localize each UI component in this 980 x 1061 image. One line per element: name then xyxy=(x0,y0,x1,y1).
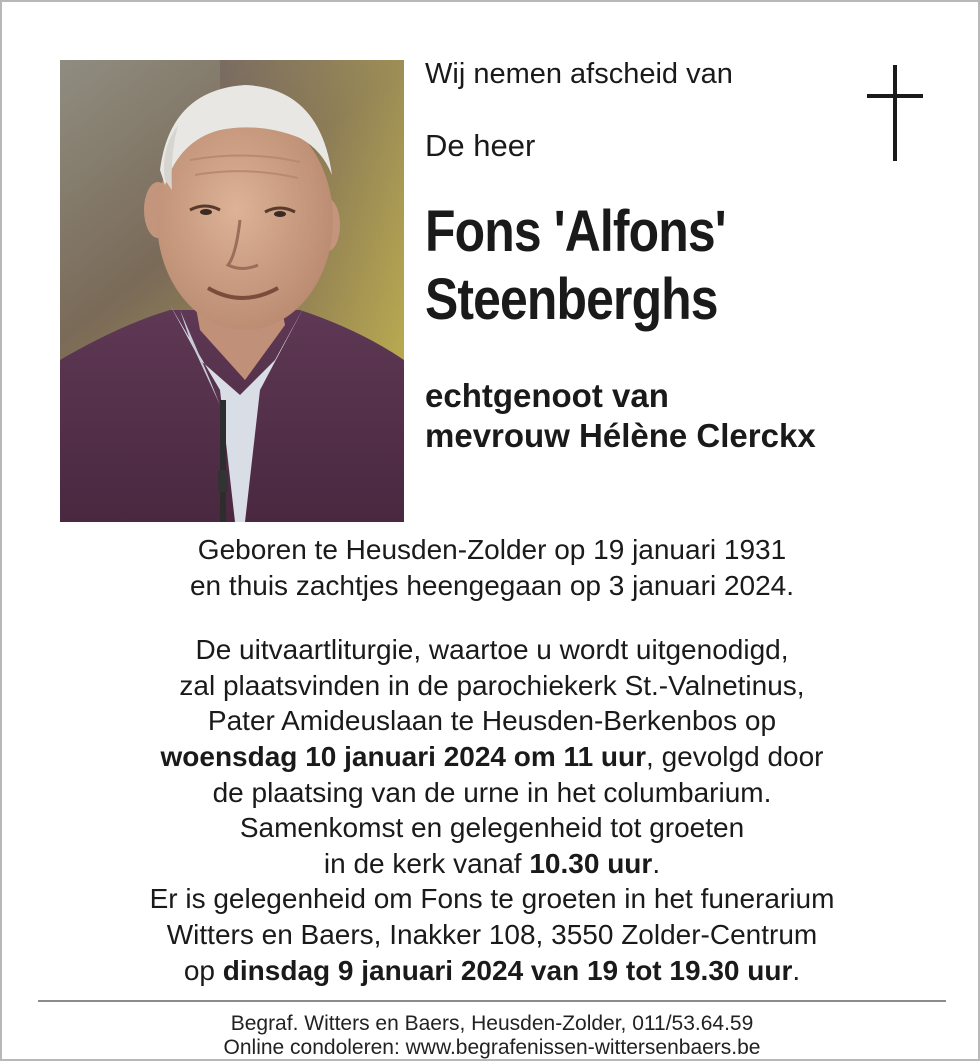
ceremony-line-2: zal plaatsvinden in de parochiekerk St.-Valnetinus, xyxy=(179,669,805,701)
ceremony-line-7-post: . xyxy=(652,847,661,879)
ceremony-date: woensdag 10 januari 2024 om 11 uur xyxy=(160,740,647,772)
ceremony-line-4 xyxy=(62,739,922,775)
spouse-line-1: echtgenoot van xyxy=(425,377,669,414)
cross-icon xyxy=(867,65,923,161)
footer-divider xyxy=(38,1000,946,1002)
gathering-time: 10.30 uur xyxy=(529,847,653,879)
honorific-title: De heer xyxy=(425,128,536,163)
birth-line-2: en thuis zachtjes heengegaan op 3 januari 2024. xyxy=(189,569,795,601)
spouse-line-2: mevrouw Hélène Clerckx xyxy=(425,417,816,454)
ceremony-line-10-post: . xyxy=(792,954,801,986)
ceremony-line-10-pre: op xyxy=(183,954,223,986)
spouse-info xyxy=(425,376,816,456)
obituary-details xyxy=(62,532,922,988)
portrait-image xyxy=(60,60,404,522)
ceremony-line-9: Witters en Baers, Inakker 108, 3550 Zolder-Centrum xyxy=(166,918,818,950)
ceremony-line-10 xyxy=(62,953,922,989)
ceremony-line-1: De uitvaartliturgie, waartoe u wordt uitgenodigd, xyxy=(195,634,789,666)
ceremony-line-8: Er is gelegenheid om Fons te groeten in het funerarium xyxy=(149,883,835,915)
intro-text: Wij nemen afscheid van xyxy=(425,58,733,90)
ceremony-line-6: Samenkomst en gelegenheid tot groeten xyxy=(239,812,745,844)
ceremony-line-3: Pater Amideuslaan te Heusden-Berkenbos op xyxy=(207,705,777,737)
portrait-photo xyxy=(60,60,404,522)
ceremony-line-5: de plaatsing van de urne in het columbarium. xyxy=(212,776,772,808)
deceased-name xyxy=(425,198,726,334)
viewing-time: dinsdag 9 januari 2024 van 19 tot 19.30 uur xyxy=(222,954,793,986)
paragraph-gap xyxy=(62,603,922,632)
name-line-1: Fons 'Alfons' xyxy=(425,199,726,264)
online-condolences: Online condoleren: www.begrafenissen-wittersenbaers.be xyxy=(223,1036,761,1059)
birth-line-1: Geboren te Heusden-Zolder op 19 januari 1931 xyxy=(197,534,787,565)
name-line-2: Steenberghs xyxy=(425,267,718,332)
funeral-home-info: Begraf. Witters en Baers, Heusden-Zolder, 011/53.64.59 xyxy=(230,1012,754,1035)
ceremony-line-4-rest: , gevolgd door xyxy=(646,740,824,772)
footer xyxy=(62,1012,922,1060)
ceremony-line-7 xyxy=(62,846,922,882)
ceremony-line-7-pre: in de kerk vanaf xyxy=(323,847,530,879)
